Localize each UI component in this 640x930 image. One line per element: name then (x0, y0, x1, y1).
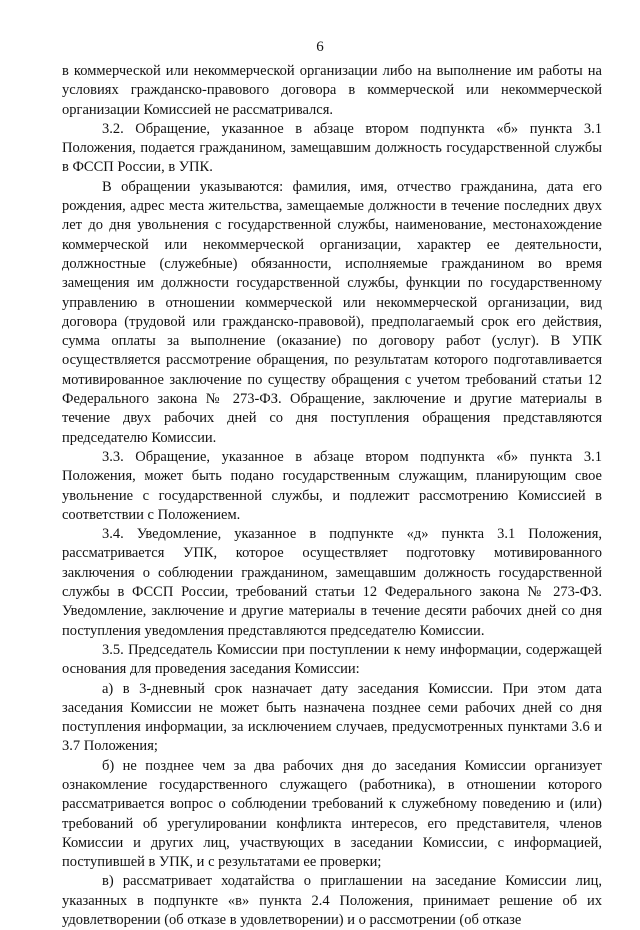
paragraph-3-3: 3.3. Обращение, указанное в абзаце втором подпункта «б» пункта 3.1 Положения, может быть подано государственным служащим, планирующим свое увольнение с государственной службы, и подлежит рассмотрению Комиссией в соответствии с Положением. (62, 448, 602, 523)
paragraph-3-2: 3.2. Обращение, указанное в абзаце втором подпункта «б» пункта 3.1 Положения, подается гражданином, замещавшим должность государственной службы в ФССП России, в УПК. (62, 120, 602, 176)
paragraph-appeal-contents: В обращении указываются: фамилия, имя, отчество гражданина, дата его рождения, адрес места жительства, замещаемые должности в течение последних двух лет до дня увольнения с государственной службы, наименование, местонахождение коммерческой или некоммерческой организации, характер ее деятельности, должностные (служебные) обязанности, исполняемые гражданином во время замещения им должности государственной службы, функции по государственному управлению в отношении коммерческой или некоммерческой организации, вид договора (трудовой или гражданско-правовой), предполагаемый срок его действия, сумма оплаты за выполнение (оказание) по договору работ (услуг). В УПК осуществляется рассмотрение обращения, по результатам которого подготавливается мотивированное заключение по существу обращения с учетом требований статьи 12 Федерального закона № 273-ФЗ. Обращение, заключение и другие материалы в течение двух рабочих дней со дня поступления обращения представляются председателю Комиссии. (62, 178, 602, 446)
paragraph-3-5-v: в) рассматривает ходатайства о приглашении на заседание Комиссии лиц, указанных в подпункте «в» пункта 2.4 Положения, принимает решение об их удовлетворении (об отказе в удовлетворении) и о рассмотрении (об отказе (62, 873, 602, 929)
paragraph-3-4: 3.4. Уведомление, указанное в подпункте «д» пункта 3.1 Положения, рассматривается УПК, которое осуществляет подготовку мотивированного заключения о соблюдении гражданином, замещавшим должность государственной службы в ФССП России, требований статьи 12 Федерального закона № 273-ФЗ. Уведомление, заключение и другие материалы в течение десяти рабочих дней со дня поступления уведомления представляются председателю Комиссии. (62, 526, 602, 639)
paragraph-continuation: в коммерческой или некоммерческой организации либо на выполнение им работы на условиях гражданско-правового договора в коммерческой или некоммерческой организации Комиссией не рассматривался. (62, 63, 602, 118)
paragraph-3-5-a: а) в 3-дневный срок назначает дату заседания Комиссии. При этом дата заседания Комиссии не может быть назначена позднее семи рабочих дней со дня поступления информации, за исключением случаев, предусмотренных пунктами 3.6 и 3.7 Положения; (62, 680, 602, 755)
document-body (62, 62, 602, 930)
paragraph-3-5: 3.5. Председатель Комиссии при поступлении к нему информации, содержащей основания для проведения заседания Комиссии: (62, 641, 602, 678)
paragraph-3-5-b: б) не позднее чем за два рабочих дня до заседания Комиссии организует ознакомление государственного служащего (работника), в отношении которого рассматривается вопрос о соблюдении требований к служебному поведению и (или) требований об урегулировании конфликта интересов, его представителя, членов Комиссии и других лиц, участвующих в заседании Комиссии, с информацией, поступившей в УПК, и с результатами ее проверки; (62, 757, 602, 871)
page-number: 6 (316, 39, 324, 55)
